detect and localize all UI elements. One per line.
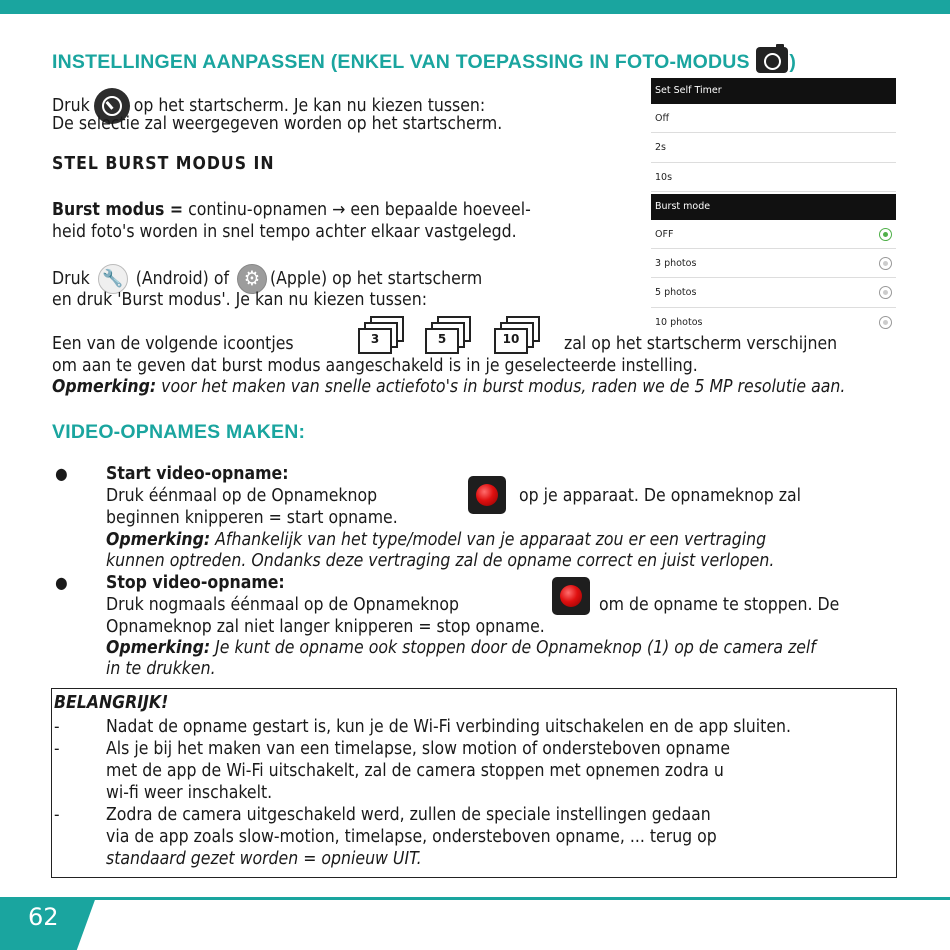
burst-note (52, 376, 845, 398)
camera-icon (756, 47, 788, 73)
important-title: BELANGRIJK! (54, 693, 169, 713)
burst-note-text: voor het maken van snelle actiefoto's in burst modus, raden we de 5 MP resolutie aan. (161, 377, 846, 397)
burst-icons-trail: zal op het startscherm verschijnen (564, 334, 838, 354)
dash-marker: - (54, 805, 60, 825)
burst-10-icon (494, 316, 542, 356)
stop-video-line-1b: om de opname te stoppen. De (599, 595, 840, 615)
burst-5-number: 5 (437, 332, 447, 346)
burst-10-number: 10 (502, 332, 520, 346)
burst-line-4: en druk 'Burst modus'. Je kan nu kiezen tussen: (52, 290, 428, 310)
wrench-icon: 🔧 (98, 264, 128, 294)
burst-icons-lead: Een van de volgende icoontjes (52, 334, 294, 354)
intro-druk: Druk (52, 96, 90, 116)
start-video-line-2: beginnen knipperen = start opname. (106, 508, 398, 528)
burst-option[interactable] (651, 249, 896, 278)
burst-druk: Druk (52, 269, 90, 289)
top-accent-band (0, 0, 950, 14)
dash-marker: - (54, 717, 60, 737)
burst-option-label: 10 photos (655, 316, 703, 328)
bullet-icon: ● (55, 573, 68, 592)
burst-label: Burst modus = (52, 200, 184, 220)
burst-subheading: STEL BURST MODUS IN (52, 154, 275, 174)
burst-option[interactable] (651, 308, 896, 337)
burst-option-label: 3 photos (655, 258, 697, 270)
record-button-icon (468, 476, 506, 514)
footer-accent-line (0, 897, 950, 900)
intro-line-2: De selectie zal weergegeven worden op het startscherm. (52, 114, 503, 134)
gear-icon: ⚙ (237, 264, 267, 294)
burst-5-icon (425, 316, 473, 356)
stop-video-line-1a: Druk nogmaals éénmaal op de Opnameknop (106, 595, 459, 615)
bullet-icon: ● (55, 464, 68, 483)
burst-option-label: 5 photos (655, 287, 697, 299)
stop-video-note-2: in te drukken. (106, 659, 216, 679)
burst-option-label: OFF (655, 228, 674, 240)
page-number: 62 (28, 903, 59, 931)
important-item-3-line-2: via de app zoals slow-motion, timelapse, ondersteboven opname, ... terug op (106, 827, 717, 847)
radio-unselected-icon[interactable] (879, 316, 892, 329)
timer-option[interactable]: Off (651, 104, 896, 133)
record-button-icon (552, 577, 590, 615)
start-note-text-1: Afhankelijk van het type/model van je apparaat zou er een vertraging (215, 530, 767, 550)
burst-line-1-text: continu-opnamen → een bepaalde hoeveel- (188, 200, 531, 220)
settings-heading-text: INSTELLINGEN AANPASSEN (ENKEL VAN TOEPASSING IN FOTO-MODUS (52, 51, 750, 73)
important-item-2-line-2: met de app de Wi-Fi uitschakelt, zal de camera stoppen met opnemen zodra u (106, 761, 724, 781)
burst-option[interactable] (651, 278, 896, 307)
burst-note-label: Opmerking: (52, 377, 157, 397)
start-video-line-1a: Druk éénmaal op de Opnameknop (106, 486, 378, 506)
stop-video-line-2: Opnameknop zal niet langer knipperen = stop opname. (106, 617, 545, 637)
phone-settings-screenshot (651, 78, 896, 330)
timer-option[interactable]: 2s (651, 133, 896, 162)
important-item-3-line-1: Zodra de camera uitgeschakeld werd, zullen de speciale instellingen gedaan (106, 805, 711, 825)
settings-heading (52, 47, 796, 74)
burst-option[interactable] (651, 220, 896, 249)
start-video-note-2: kunnen optreden. Ondanks deze vertraging zal de opname correct en juist verlopen. (106, 551, 775, 571)
start-note-label: Opmerking: (106, 530, 211, 550)
start-video-line-1b: op je apparaat. De opnameknop zal (519, 486, 802, 506)
stop-video-note-1 (106, 637, 816, 659)
important-item-3-line-3: standaard gezet worden = opnieuw UIT. (106, 849, 422, 869)
radio-unselected-icon[interactable] (879, 257, 892, 270)
timer-option[interactable]: 10s (651, 163, 896, 192)
start-video-title: Start video-opname: (106, 464, 289, 484)
stop-note-text-1: Je kunt de opname ook stoppen door de Opnameknop (1) op de camera zelf (215, 638, 816, 658)
stop-video-title: Stop video-opname: (106, 573, 285, 593)
dash-marker: - (54, 739, 60, 759)
important-item-2-line-3: wi-fi weer inschakelt. (106, 783, 273, 803)
important-item-2-line-1: Als je bij het maken van een timelapse, slow motion of ondersteboven opname (106, 739, 731, 759)
timer-menu-title: Set Self Timer (651, 78, 896, 104)
radio-unselected-icon[interactable] (879, 286, 892, 299)
important-box (51, 688, 897, 878)
burst-line-2: heid foto's worden in snel tempo achter elkaar vastgelegd. (52, 222, 517, 242)
burst-line-1 (52, 199, 531, 221)
intro-line-1-text: op het startscherm. Je kan nu kiezen tussen: (133, 96, 486, 116)
burst-android-text: (Android) of (135, 269, 229, 289)
burst-line-6: om aan te geven dat burst modus aangeschakeld is in je geselecteerde instelling. (52, 356, 698, 376)
stop-note-label: Opmerking: (106, 638, 211, 658)
start-video-note-1 (106, 529, 766, 551)
burst-3-icon (358, 316, 406, 356)
burst-3-number: 3 (370, 332, 380, 346)
important-item-1: Nadat de opname gestart is, kun je de Wi-Fi verbinding uitschakelen en de app sluiten. (106, 717, 791, 737)
burst-apple-text: (Apple) op het startscherm (270, 269, 483, 289)
settings-heading-close: ) (789, 51, 797, 73)
video-heading: VIDEO-OPNAMES MAKEN: (52, 421, 306, 443)
radio-selected-icon[interactable] (879, 228, 892, 241)
burst-menu-title: Burst mode (651, 194, 896, 220)
